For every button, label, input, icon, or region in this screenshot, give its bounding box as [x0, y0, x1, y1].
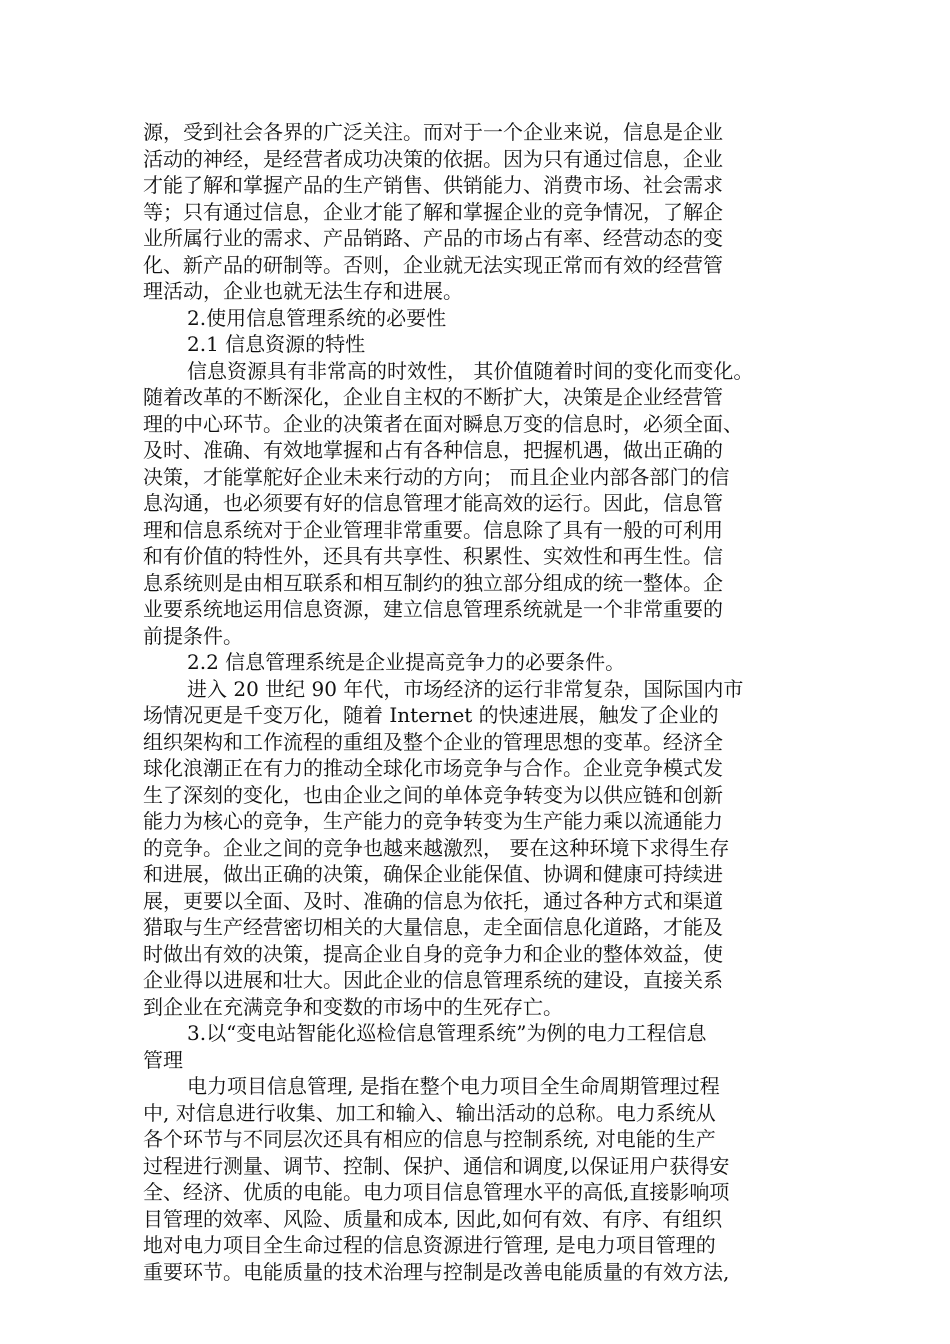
text-line: 目管理的效率、风险、质量和成本, 因此,如何有效、有序、有组织: [143, 1206, 723, 1231]
text-line: 和进展，做出正确的决策，确保企业能保值、协调和健康可持续进: [143, 862, 723, 886]
text-line: 活动的神经，是经营者成功决策的依据。因为只有通过信息，企业: [143, 146, 723, 171]
text-line: 才能了解和掌握产品的生产销售、供销能力、消费市场、社会需求: [143, 173, 723, 197]
text-line: 管理: [143, 1047, 183, 1072]
text-line: 电力项目信息管理, 是指在整个电力项目全生命周期管理过程: [187, 1074, 720, 1098]
text-line: 企业得以进展和壮大。因此企业的信息管理系统的建设，直接关系: [143, 968, 723, 992]
text-line: 2.2 信息管理系统是企业提高竞争力的必要条件。: [187, 650, 626, 674]
text-line: 各个环节与不同层次还具有相应的信息与控制系统, 对电能的生产: [143, 1127, 716, 1151]
text-line: 等；只有通过信息，企业才能了解和掌握企业的竞争情况，了解企: [143, 199, 723, 224]
text-line: 息沟通，也必须要有好的信息管理才能高效的运行。因此，信息管: [143, 491, 723, 515]
text-line: 过程进行测量、调节、控制、保护、通信和调度,以保证用户获得安: [143, 1153, 730, 1178]
text-line: 理的中心环节。企业的决策者在面对瞬息万变的信息时，必须全面、: [143, 411, 743, 436]
text-line: 组织架构和工作流程的重组及整个企业的管理思想的变革。经济全: [143, 729, 723, 754]
text-line: 息系统则是由相互联系和相互制约的独立部分组成的统一整体。企: [143, 570, 723, 595]
text-line: 进入 20 世纪 90 年代，市场经济的运行非常复杂，国际国内市: [187, 676, 744, 701]
text-line: 时做出有效的决策，提高企业自身的竞争力和企业的整体效益，使: [143, 941, 723, 966]
document-page: [143, 119, 811, 1285]
text-line: 中, 对信息进行收集、加工和输入、输出活动的总称。电力系统从: [143, 1100, 716, 1125]
text-line: 生了深刻的变化，也由企业之间的单体竞争转变为以供应链和创新: [143, 782, 723, 807]
text-line: 场情况更是千变万化，随着 Internet 的快速进展，触发了企业的: [143, 703, 719, 727]
text-line: 随着改革的不断深化，企业自主权的不断扩大，决策是企业经营管: [143, 385, 723, 409]
text-line: 理和信息系统对于企业管理非常重要。信息除了具有一般的可利用: [143, 517, 723, 542]
text-line: 2.1 信息资源的特性: [187, 332, 366, 356]
text-line: 信息资源具有非常高的时效性， 其价值随着时间的变化而变化。: [187, 358, 754, 383]
text-line: 的竞争。企业之间的竞争也越来越激烈， 要在这种环境下求得生存: [143, 835, 730, 860]
text-line: 理活动，企业也就无法生存和进展。: [143, 279, 463, 303]
text-line: 业要系统地运用信息资源，建立信息管理系统就是一个非常重要的: [143, 597, 723, 621]
text-line: 及时、准确、有效地掌握和占有各种信息，把握机遇，做出正确的: [143, 438, 723, 462]
text-line: 到企业在充满竞争和变数的市场中的生死存亡。: [143, 994, 563, 1019]
text-line: 猎取与生产经营密切相关的大量信息，走全面信息化道路，才能及: [143, 915, 723, 939]
text-line: 和有价值的特性外，还具有共享性、积累性、实效性和再生性。信: [143, 544, 723, 568]
text-line: 3.以“变电站智能化巡检信息管理系统”为例的电力工程信息: [187, 1021, 707, 1045]
text-line: 地对电力项目全生命过程的信息资源进行管理, 是电力项目管理的: [143, 1233, 716, 1257]
text-line: 业所属行业的需求、产品销路、产品的市场占有率、经营动态的变: [143, 226, 723, 250]
text-line: 2.使用信息管理系统的必要性: [187, 305, 447, 330]
text-line: 前提条件。: [143, 623, 243, 648]
text-line: 源，受到社会各界的广泛关注。而对于一个企业来说，信息是企业: [143, 120, 723, 144]
text-line: 展，更要以全面、及时、准确的信息为依托，通过各种方式和渠道: [143, 888, 723, 913]
text-line: 能力为核心的竞争，生产能力的竞争转变为生产能力乘以流通能力: [143, 809, 723, 833]
text-line: 决策，才能掌舵好企业未来行动的方向； 而且企业内部各部门的信: [143, 464, 730, 489]
text-line: 化、新产品的研制等。否则，企业就无法实现正常而有效的经营管: [143, 252, 723, 277]
text-line: 球化浪潮正在有力的推动全球化市场竞争与合作。企业竞争模式发: [143, 756, 723, 780]
text-line: 重要环节。电能质量的技术治理与控制是改善电能质量的有效方法,: [143, 1259, 730, 1284]
text-line: 全、经济、优质的电能。电力项目信息管理水平的高低,直接影响项: [143, 1180, 730, 1204]
